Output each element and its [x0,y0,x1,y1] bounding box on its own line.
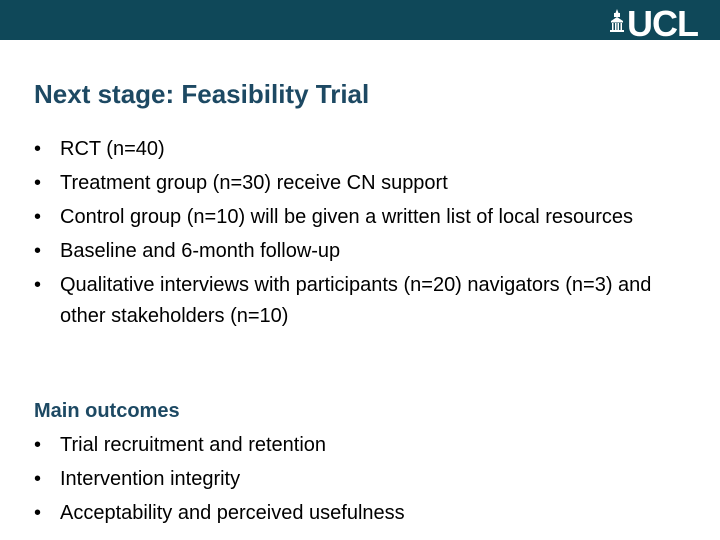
logo-text: UCL [627,3,698,44]
portico-icon [610,9,624,33]
outcome-item: • Intervention integrity [34,464,684,495]
bullet-item: • Baseline and 6-month follow-up [34,236,684,267]
bullet-item: • Control group (n=10) will be given a written list of local resources [34,202,684,233]
ucl-logo [610,3,698,44]
header-bar [0,0,720,44]
outcomes-heading: Main outcomes [34,400,180,422]
bullet-list [34,134,684,335]
outcome-item: • Trial recruitment and retention [34,430,684,461]
outcome-item: • Acceptability and perceived usefulness [34,498,684,529]
outcomes-list [34,430,684,532]
bullet-item: • RCT (n=40) [34,134,684,165]
bullet-item: • Treatment group (n=30) receive CN support [34,168,684,199]
bullet-item: • Qualitative interviews with participants (n=20) navigators (n=3) and other stakeholders (n=10) [34,270,684,332]
slide-title: Next stage: Feasibility Trial [34,79,370,109]
